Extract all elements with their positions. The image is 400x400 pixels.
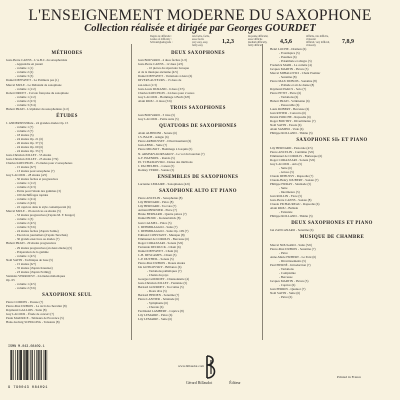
section-heading: SAXOPHONE SI♭ ET PIANO <box>296 138 368 144</box>
catalogue-entry: Guy LACOUR - Aria (5) <box>270 161 303 166</box>
catalogue-entry: Henri LOCHE - Dramon (6) <box>270 47 307 51</box>
catalogue-entry: - volume 2 (2/3) <box>15 98 36 103</box>
catalogue-entry: sax-ténor (1/3) <box>138 82 157 87</box>
catalogue-entry: - volume 1 (7) <box>15 125 34 130</box>
catalogue-entry: Philippe ROLLAND - Thème (5) <box>270 131 313 136</box>
catalogue-entry: Guy LACOUR - Petite suite (5) <box>138 117 179 121</box>
catalogue-entry: - Frontispice (5) <box>279 51 300 56</box>
catalogue-entry: Frederick MAIR - La comète (4) <box>270 63 312 68</box>
catalogue-entry: - volume 1 (4/5) <box>15 253 36 258</box>
catalogue-entry: - Exercices journaliers (d'après Terschak) <box>15 233 68 238</box>
catalogue-entry: - Symphonie (6) <box>147 300 168 305</box>
catalogue-entry: Fernande DECRUCK - Chant (6) <box>138 244 181 249</box>
catalogue-entry: - 35 études (d'après Kreutzer) <box>15 265 53 270</box>
catalogue-entry: Claude DEBUSSY - Rapsodie (7) <box>270 173 314 178</box>
catalogue-entry: G.F. HAENDEL - Rondo (5) <box>138 155 175 160</box>
catalogue-entry: DIVERS AUTEURS - 15 duos de <box>138 78 182 83</box>
catalogue-entry: et de la musique ancienne (4/5) <box>138 70 178 75</box>
section-heading: TROIS SAXOPHONES <box>170 105 226 111</box>
catalogue-entry: Emmanuel de COROLIS - Berceuse (6) <box>138 236 189 241</box>
legend-text: assez difficile <box>248 38 263 41</box>
catalogue-entry: Charles KOECHLIN - 15 études pour 2 saxophones <box>6 161 73 166</box>
legend-level-3 <box>306 35 330 47</box>
catalogue-entry: Pierre ANCELIN - Saxophonie (8) <box>138 196 183 201</box>
catalogue-entry: - Prélude et air de danse (8) <box>279 83 315 88</box>
catalogue-entry: J. DEHMIRAGGIO - Suite (7) <box>138 224 178 229</box>
catalogue-entry: - 26 études Op. 37 (5) <box>15 141 43 146</box>
catalogue-entry: - volume 3 (3) <box>15 74 34 79</box>
catalogue-entry: Roger BOUTRY - Divertimento (7) <box>270 119 316 124</box>
catalogue-entry: - Préparation de la gamme <box>15 249 49 254</box>
section-heading: ENSEMBLES DE SAXOPHONES <box>157 174 239 180</box>
catalogue-entry: Edmond CONSTANT - Musique (8) <box>138 232 185 237</box>
catalogue-entry: Lily BERNARD - Pastorale (4/5) <box>270 145 313 150</box>
legend-level-1 <box>192 35 210 47</box>
catalogue-entry: Guy LACOUR - Étude de concert (7) <box>6 312 54 317</box>
legend-text: fairly easy <box>192 44 203 47</box>
catalogue-entry: Charles KOECHLIN - 24 duos pour 2 saxos <box>138 90 195 95</box>
catalogue-entry: - Préambule et allegro (5) <box>279 59 312 64</box>
catalogue-entry: Jean PERRIN - Quatuor (7) <box>270 287 306 292</box>
catalogue-entry: Lily LEMAIRE - Suite (6) <box>138 316 172 321</box>
catalogue-entry: Raymond GALLOIS - Suite (8) <box>6 308 47 313</box>
catalogue-entry: - Berceuse <box>279 274 293 279</box>
catalogue-entry: Pierre-Max DUBOIS - Sonatine (7) <box>270 246 316 251</box>
catalogue-entry: - Suite <box>279 185 288 190</box>
barcode-block <box>8 345 68 389</box>
catalogue-entry: - 24 études Op. 60 (6) <box>15 145 43 150</box>
catalogue-entry: Bruno BERNARD - Quatre pièces (7) <box>138 212 187 217</box>
catalogue-entry: - Complainte <box>279 270 296 275</box>
catalogue-entry: Jean CALMEL - Pièce (5) <box>138 220 172 225</box>
legend-num: 4,5,6 <box>280 39 292 45</box>
catalogue-entry: Pierre ARBOUSSET - Divertissement (6) <box>138 139 192 144</box>
catalogue-column-1 <box>6 51 128 324</box>
catalogue-entry: Hans-Ludwig SCHILLING - Tensions (8) <box>6 320 60 325</box>
catalogue-entry: - 24 études Op. 21 (6) <box>15 137 43 142</box>
catalogue-entry: Jacques MARTIN - Pièces (5) <box>270 279 309 283</box>
catalogue-entry: Paule MAURICE - Tableaux de Provence (5) <box>6 316 64 321</box>
publisher-suffix: Éditeur <box>229 381 241 385</box>
catalogue-entry: - 23 études (d'après Ferling) <box>15 269 51 274</box>
catalogue-entry: - Variations (6) <box>279 95 299 100</box>
catalogue-entry: Bernard HEIDEN - Sonatine (7) <box>138 292 180 297</box>
catalogue-entry: J. PACHELBEL - Canon (5) <box>138 163 175 168</box>
catalogue-entry: - volume 2 (4/5) <box>15 221 36 226</box>
catalogue-entry: Jan ZANCANARO - Sonatine (6) <box>270 228 314 233</box>
catalogue-entry: Pierre MIGNOT - Hommage à Josquin (5) <box>138 147 193 152</box>
legend-level-1-num <box>222 39 234 46</box>
catalogue-entry: Daniel DEFFAYET - Le Prémiers pas (1) <box>6 78 59 83</box>
catalogue-entry: - volume 2 (5/6) <box>15 285 36 290</box>
catalogue-entry: Alain SAMPIO - Vade (6) <box>270 127 304 132</box>
legend-grade-en: Grades of difficulty : <box>150 38 172 41</box>
column-divider <box>262 44 263 340</box>
catalogue-entry: Jean RIVIER - Concerto (6) <box>270 111 306 116</box>
catalogue-entry: Jean-Pierre CAENS - 12 duos (4/5) <box>138 62 184 67</box>
catalogue-entry: - volume 2 (4/6) <box>15 201 36 206</box>
catalogue-entry: Hubert PRATI - L'alphabet du saxophoniste (1/2) <box>6 106 69 111</box>
catalogue-entry: - volume 1 (1/2) <box>15 86 36 91</box>
catalogue-entry: - volume 2 (2) <box>15 70 34 75</box>
catalogue-entry: Pierre LANTIER - Sérénade (6) <box>138 296 179 301</box>
catalogue-entry: - Suite (6) <box>279 165 292 170</box>
catalogue-entry: Paul PIERNÉ - Introduction (7) <box>270 262 311 267</box>
catalogue-entry: Hubert PRATI - 29 études progressives <box>6 241 57 246</box>
catalogue-entry: - volume 2 (7) <box>15 129 34 134</box>
catalogue-entry: - 53 études progressives (d'après M. F. Kruger) <box>15 213 75 218</box>
publisher-name <box>186 381 241 385</box>
catalogue-entry: - volume 2 (2/3) <box>15 185 36 190</box>
catalogue-entry: Pierre MAX DUBOIS - Sonatine (8) <box>270 79 317 84</box>
column-divider <box>131 44 132 340</box>
catalogue-entry: - 24 études Op. 33 (7) <box>15 149 43 154</box>
catalogue-entry: P.I. TCHAIKOVSKI - Danse des mirlitons <box>138 159 193 164</box>
catalogue-entry: - 18 études (5) <box>15 133 34 138</box>
catalogue-entry: Lily BERNARD - Toccata (7) <box>138 204 177 209</box>
catalogue-entry: - Petite pour l'étude des gammes (3) <box>15 189 61 194</box>
isbn-text: ISMN M-043-08409-1 <box>8 345 45 349</box>
catalogue-entry: Ferdinand LAMBERT - Caprice (8) <box>138 308 184 313</box>
catalogue-entry: Rodney VERDI - Sonate (5) <box>138 167 175 172</box>
barcode-number: 9 790043 084091 <box>8 386 48 390</box>
legend-text: assez facile <box>192 38 204 41</box>
catalogue-entry: Georges GOURDET - Chansonnette (4) <box>138 276 190 281</box>
publisher-name-text: Gérard Billaudot <box>186 381 213 385</box>
page-subtitle: Collection réalisée et dirigée par Georges GOURDET <box>84 23 316 34</box>
catalogue-entry: Philippe ROLLAND - Thème (5) <box>270 214 313 219</box>
catalogue-entry: Anne-Marie HUBERT - Le Pont (6) <box>270 254 317 259</box>
legend-grade-de: Schwierigkeitsgrade : <box>150 41 173 44</box>
catalogue-entry: - Passacaille (6) <box>279 103 300 108</box>
catalogue-entry: Louis ROBERT - Berceuse (6) <box>270 107 310 112</box>
catalogue-entry: Roger CORAZZARI - Sonata (5/6) <box>138 240 184 245</box>
section-heading: MÉTHODES <box>51 51 83 56</box>
catalogue-entry: Jean-Pierre CAENS - L'A.B.C. du saxophoniste <box>6 58 68 63</box>
catalogue-entry: - 15 études (6/7) <box>15 261 36 266</box>
catalogue-entry: - volume 1 (1/2) <box>15 181 36 186</box>
catalogue-entry: Lily LEMAIRE - Pièce (6) <box>138 312 173 317</box>
catalogue-entry: Roger CORAZZARI - Sonata (5/6) <box>270 157 316 162</box>
catalogue-entry: Noël SAVIN - Technique de base (5) <box>6 257 53 262</box>
catalogue-entry: N. ARMSKY-KORSAKOV - Le vol du bourdon (7) <box>138 151 205 156</box>
catalogue-entry: J.S. BACH - Adagio (6) <box>138 135 169 140</box>
catalogue-entry: Claude-Henry JOUBERT - Sonate (7) <box>270 177 319 182</box>
catalogue-entry: Op. 65 <box>6 277 15 282</box>
catalogue-entry: - 100 déchiffrages rapides <box>15 193 49 198</box>
catalogue-entry: - Pièce <box>279 250 288 255</box>
catalogue-entry: Daniel DEFFAYET - Chant (6) <box>138 248 178 253</box>
catalogue-entry: - 29 études progressives (en deux études) (5) <box>15 245 73 250</box>
catalogue-column-3 <box>270 47 394 299</box>
barcode-icon <box>8 349 68 381</box>
catalogue-entry: - Variations <box>279 266 294 271</box>
publisher-website: www.billaudot.com <box>178 364 204 368</box>
catalogue-entry: Pierre-Max DUBOIS - Douze études <box>138 260 186 265</box>
catalogue-entry: Jean-Louis DURAND - 6 duos (3/5) <box>138 86 185 91</box>
catalogue-entry: Marcel MIHALOVICI - Chant Premier <box>270 71 321 76</box>
catalogue-entry: Emmanuel de COROLIS - Burlesque (6) <box>270 153 323 158</box>
catalogue-column-2 <box>138 51 258 321</box>
catalogue-entry: Hubert PRATI - Vénitienne (6) <box>270 99 310 104</box>
catalogue-entry: Armand BERNIER - Pièce (7) <box>138 208 177 213</box>
catalogue-entry: - 13 études pour saxophone (7) <box>15 169 55 174</box>
catalogue-entry: - Arioso (5) <box>279 169 294 174</box>
section-heading: SAXOPHONE SEUL <box>42 292 92 298</box>
catalogue-entry: Alain ALBINONI - Sonate (6) <box>138 131 177 136</box>
catalogue-entry: - volume 3 (5/6) <box>15 225 36 230</box>
publisher-logo-icon <box>201 354 223 380</box>
catalogue-entry: - volume 1 (1/2) <box>15 94 36 99</box>
catalogue-entry: Pierre ANCELIN - Cantilène (5/6) <box>270 149 315 154</box>
catalogue-entry: Jean ROLLIN - Flore (5) <box>270 193 303 198</box>
catalogue-entry: - 15 études (6/7) <box>15 165 36 170</box>
catalogue-entry: Jean-Christian JOLLET - 25 études (7/9) <box>6 157 59 162</box>
catalogue-entry: Noël SAVIN - Essais (6) <box>270 123 302 128</box>
catalogue-entry: Guy LACOUR - 28 études (4/5) <box>6 173 48 178</box>
catalogue-entry: - Chorale (6) <box>147 304 164 309</box>
catalogue-entry: - 22 caprices dans le style contemporain (6) <box>15 205 71 210</box>
legend-text: fairly difficult <box>248 44 263 47</box>
catalogue-entry: Guy LACOUR - Hommage à Bach (6/8) <box>138 94 190 99</box>
catalogue-entry: - Divertissements (5) <box>279 258 306 263</box>
catalogue-entry: - 30 grands exercices ou études (7) <box>15 237 60 242</box>
catalogue-entry: J.-P. DUTHEIL - Sonate (5) <box>138 256 174 261</box>
legend-level-2 <box>248 35 268 47</box>
catalogue-entry: Daniel DEFFAYET - Variations à deux (6) <box>138 74 193 79</box>
legend-level-2-num <box>280 39 292 46</box>
legend-level-3-num <box>342 39 354 46</box>
catalogue-entry: Marcel MULE - 18 exercices ou études (5) <box>6 209 61 214</box>
catalogue-entry: Daniel BIJOU - Konzertstück (8) <box>138 216 181 221</box>
catalogue-entry: Jean-Christian JOLLET - Fantaisie (5) <box>138 280 188 285</box>
catalogue-entry: Noël SAVIN - Suite (6) <box>270 291 301 296</box>
legend-text: moyenne difficulté, <box>248 35 269 38</box>
legend-text: difficult, very difficult, <box>306 41 330 44</box>
catalogue-entry: Jean-Pierre CAENS - Sonate (8) <box>270 197 312 202</box>
catalogue-entry: - Intermezzo (5) <box>279 189 300 194</box>
catalogue-entry: Marcel MULE - Le Débutant de saxophone <box>6 82 62 87</box>
legend-text: very easy, easy, <box>192 41 209 44</box>
legend-text: virtuosité <box>306 38 316 41</box>
catalogue-entry: - 50 études faciles et progressives <box>15 177 58 182</box>
catalogue-entry: Alain RIOU - Ballade <box>270 205 299 210</box>
catalogue-entry: - volume 1 (1) <box>15 66 34 71</box>
catalogue-entry: - Caprice (6) <box>279 283 296 288</box>
catalogue-entry: Ida GOTKOVSKY - Brillance (6) <box>138 264 182 269</box>
catalogue-entry: Alain RIOU - 6 duos (5/6) <box>138 98 172 103</box>
catalogue-entry: Pierre CODDES - Pousse (7) <box>6 300 44 305</box>
catalogue-entry: - Sonatine (8) <box>279 75 297 80</box>
catalogue-entry: - 24 études faciles (d'après Samie) <box>15 229 59 234</box>
catalogue-entry: - Fantaisie <box>279 210 293 214</box>
catalogue-entry: Claude PICHAUREAU - Rapsodie (6) <box>270 201 320 206</box>
legend-grades <box>150 35 173 44</box>
legend-grade-fr: Degrés de difficulté : <box>150 35 172 38</box>
legend-num: 7,8,9 <box>342 39 354 45</box>
catalogue-entry: Philippe HURAY - Sérénade (5) <box>270 181 312 186</box>
legend-text: difficile, très difficile, <box>306 35 329 38</box>
page-title: L'ENSEIGNEMENT MODERNE DU SAXOPHONE <box>28 7 372 24</box>
section-heading: DEUX SAXOPHONES ET PIANO <box>291 221 373 227</box>
catalogue-entry: Bernard GOURDET - Toccatine (5) <box>138 284 184 289</box>
catalogue-entry: Lucienne LEMAIRE - Saxophones (4/6) <box>138 181 190 186</box>
catalogue-entry: Marcel NOUGARO - Suite (5/6) <box>270 242 312 247</box>
section-heading: SAXOPHONE ALTO ET PIANO <box>159 189 237 194</box>
catalogue-entry: Jean ABSIL - Suite (7) <box>138 143 168 148</box>
legend-text: très facile, facile, <box>192 35 210 38</box>
catalogue-entry: - 10 pièces du répertoire baroque <box>147 66 190 71</box>
catalogue-entry: - Variations pathétiques (7) <box>147 268 182 273</box>
catalogue-entry: - Pièce (6) <box>279 295 293 300</box>
catalogue-entry: - volume 3 (3/4) <box>15 102 36 107</box>
catalogue-entry: - Doux rêve (5) <box>147 288 167 293</box>
catalogue-entry: J.-B. DESCAMPS - Chant (5) <box>138 252 177 257</box>
catalogue-entry: - volume 1 (4/5) <box>15 281 36 286</box>
catalogue-entry: Stanislas VERROUST - 24 études mélodiques <box>6 273 66 278</box>
section-heading: MUSIQUE DE CHAMBRE <box>299 235 365 241</box>
catalogue-entry: - volume 1 (2/4) <box>15 197 36 202</box>
catalogue-entry: Désiré PORCHE - Rapsodie (6) <box>270 115 311 120</box>
catalogue-entry: - Psaumes (6) <box>279 55 297 60</box>
catalogue-entry: J. DEHMIRAGGIO - Suite Op. 109 (7) <box>138 228 189 233</box>
section-heading: DEUX SAXOPHONES <box>171 51 225 56</box>
catalogue-entry: Robert DRUET - L'école française du saxophone <box>6 90 69 95</box>
catalogue-entry: Jean BOUVARD - 4 duos faciles (1/2) <box>138 58 187 63</box>
catalogue-entry: Jacques MARTIN - Pièces (5) <box>270 67 309 72</box>
catalogue-entry: Raymond PAKCS - Solo (7) <box>270 87 307 92</box>
printed-in: Printed in France <box>337 375 362 379</box>
catalogue-entry: J. ANDERSEN/Mule - 24 grandes études Op. 15 <box>6 121 69 126</box>
catalogue-entry: Jean BOUVARD - 3 trios (5) <box>138 112 176 117</box>
catalogue-entry: - Chants du pays <box>147 272 169 277</box>
section-heading: QUATUORS DE SAXOPHONES <box>159 124 237 130</box>
catalogue-entry: Pierre-Max DUBOIS - Le récit du chevalier (8) <box>6 304 67 309</box>
catalogue-entry: Pierre PETIT - Pièce (6) <box>270 91 302 96</box>
legend-text: medium difficulty, <box>248 41 268 44</box>
legend-text: virtuosity <box>306 44 316 47</box>
section-heading: ÉTUDES <box>56 113 78 119</box>
catalogue-entry: Jean-Christian JOLLET - 55 études <box>6 153 52 158</box>
catalogue-entry: - volume 1 (3) <box>15 217 34 222</box>
catalogue-entry: - Apprendre en jouant <box>15 62 43 67</box>
legend-num: 1,2,3 <box>222 39 234 45</box>
catalogue-entry: Lily BERNARD - Pièce (8) <box>138 200 174 205</box>
